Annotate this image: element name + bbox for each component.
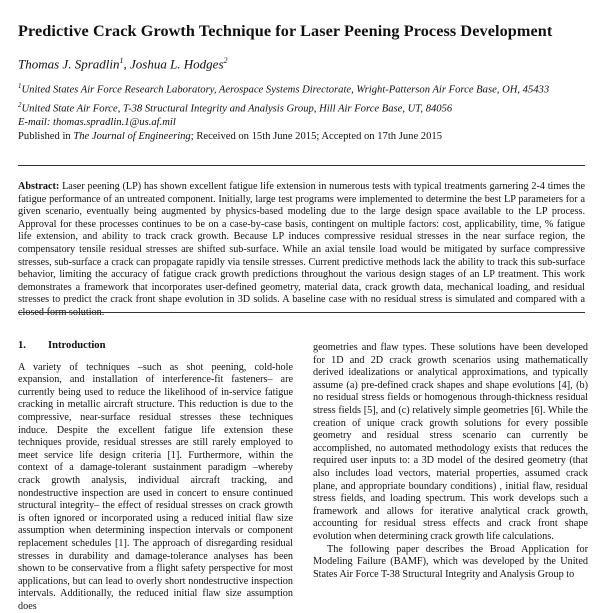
journal-name: The Journal of Engineering: [73, 131, 191, 142]
abstract-top-rule: [18, 165, 585, 166]
affiliation-line: [18, 98, 549, 117]
abstract-label: Abstract:: [18, 181, 60, 192]
body-column-right: [313, 342, 588, 581]
abstract-text: Laser peening (LP) has shown excellent fatigue life extension in numerous tests with typical treatments garnering 2-4 times the fatigue performance of an untreated component. Initially, large test programs were implemented to determine the best LP parameters for a given scenario, eventually being augmented by physics-based modeling due to the large design space available to the LP process. Approval for these processes continues to be on a case-by-case basis, contingent on multiple factors: cost, applicability, time, % fatigue life extension, and ability to track crack growth. Because LP induces compressive residual stresses in the near surface region, the compensatory tensile residual stresses are shifted sub-surface. While an axial tensile load would be mitigated by surface compressive stresses, sub-surface a crack can propagate rapidly via tensile stresses. Current predictive methods lack the ability to track this sub-surface behavior, limiting the accuracy of fatigue crack growth predictions throughout the various design stages of an LP treatment. This work demonstrates a framework that incorporates user-defined geometry, material data, crack growth data, mechanical loading, and residual stresses to predict the crack front shape evolution in 3D solids. A baseline case with no residual stress is simulated and compared with a closed form solution.: [18, 181, 585, 318]
affil-marker: 2: [18, 100, 22, 109]
author-list: [18, 56, 228, 72]
author-affil-marker: 2: [223, 56, 228, 65]
affil-marker: 1: [18, 82, 22, 90]
author-separator: ,: [123, 56, 130, 72]
body-paragraph: A variety of techniques –such as shot peening, cold-hole expansion, and installation of interference-fit fasteners– are currently being used to reduce the likelihood of in-service fatigue cracking in metallic aircraft structure. This reduction is due to the compressive, near-surface residual stresses these techniques induce. Despite the excellent fatigue life extension these techniques provide, residual stresses are still rarely employed to meet service life design criteria [1]. Furthermore, within the context of a damage-tolerant sustainment paradigm –whereby crack growth analysis, individual aircraft tracking, and nondestructive inspection are used in concert to ensure continued structural integrity– the effect of residual stresses on crack growth is often ignored or incorporated using a reduced initial flaw size assumption when determining inspection intervals or component replacement schedules [1]. The approach of disregarding residual stresses in durability and damage-tolerance analyses has been shown to be conservative from a flight safety perspective for most applications, but can lead to overly short nondestructive inspection intervals. Additionally, the reduced initial flaw size assumption does: [18, 361, 293, 612]
body-paragraph: geometries and flaw types. These solutions have been developed for 1D and 2D crack growth scenarios using mathematically derived idealizations or analytical approximations, and typically assume (a) pre-defined crack shapes and shape evolutions [4], (b) no residual stress fields or homogenous through-thickness residual stress fields [5], and (c) relatively simple geometries [6]. While the creation of unique crack growth solutions for every possible geometry and residual stress scenario can currently be accomplished, no automated methodology exists that reduces the required user inputs to: a 3D model of the desired geometry (that also includes load vectors, material properties, assumed crack plane, and appropriate boundary conditions) , initial flaw, residual stress fields, and loading spectrum. This work develops such a framework and allows for iterative analytical crack growth, accounting for residual stress effects and crack front shape evolution when determining crack growth life calculations.: [313, 342, 588, 542]
paper-title: Predictive Crack Growth Technique for Laser Peening Process Development: [18, 22, 553, 40]
affiliations: [18, 79, 549, 130]
affiliation-line: [18, 79, 549, 98]
author-name: Joshua L. Hodges: [129, 56, 224, 72]
affiliation-text: United States Air Force Research Laboratory, Aerospace Systems Directorate, Wright-Patterson Air Force Base, OH, 45433: [21, 84, 550, 96]
affiliation-text: United State Air Force, T-38 Structural Integrity and Analysis Group, Hill Air Force Base, UT, 84056: [21, 103, 453, 115]
publication-info: [18, 131, 442, 142]
contact-email: E-mail: thomas.spradlin.1@us.af.mil: [18, 117, 176, 129]
section-heading: [18, 340, 293, 353]
section-title: Introduction: [48, 340, 106, 351]
body-column-left: [18, 340, 293, 613]
pub-dates: ; Received on 15th June 2015; Accepted on 17th June 2015: [190, 131, 442, 142]
abstract: [18, 181, 585, 320]
section-number: 1.: [18, 340, 26, 351]
body-paragraph: The following paper describes the Broad Application for Modeling Failure (BAMF), which was developed by the United States Air Force T-38 Structural Integrity and Analysis Group to: [313, 543, 588, 580]
abstract-bottom-rule: [18, 312, 585, 313]
author-name: Thomas J. Spradlin: [18, 56, 120, 72]
pub-prefix: Published in: [18, 131, 74, 142]
author-affil-marker: 1: [119, 56, 124, 65]
